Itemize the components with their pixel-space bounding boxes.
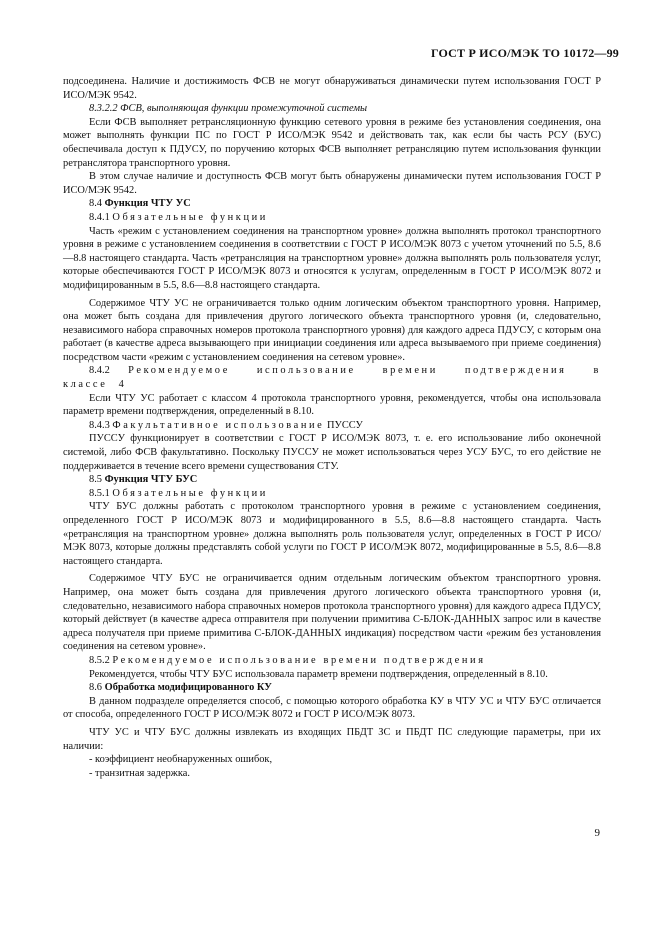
running-header: ГОСТ Р ИСО/МЭК ТО 10172—99 bbox=[430, 46, 619, 60]
section-heading: 8.6 Обработка модифицированного КУ bbox=[89, 682, 272, 694]
paragraph: подсоединена. Наличие и достижимость ФСВ не могут обнаруживаться динамически путем использования ГОСТ Р ИСО/МЭК 9542. bbox=[63, 76, 601, 101]
subsection-heading-continued: классе 4 bbox=[63, 379, 127, 391]
paragraph: Рекомендуется, чтобы ЧТУ БУС использовала параметр времени подтверждения, определенный в 8.10. bbox=[89, 668, 548, 680]
page-number: 9 bbox=[594, 827, 600, 839]
paragraph: Если ФСВ выполняет ретрансляционную функцию сетевого уровня в режиме без установления соединения, она может выполнять функции ПС по ГОСТ Р ИСО/МЭК 9542 и действовать так, как если бы часть РСУ (БУС) обеспечивала доступ к ПДУСУ, по поручению которых ФСВ выполняет ретрансляцию путем использования функции ретранслятора транспортного уровня. bbox=[63, 116, 601, 169]
section-heading: 8.4 Функция ЧТУ УС bbox=[89, 198, 191, 210]
list-item: - коэффициент необнаруженных ошибок, bbox=[89, 754, 273, 766]
subsection-heading: 8.3.2.2 ФСВ, выполняющая функции промежуточной системы bbox=[89, 103, 368, 115]
list-item: - транзитная задержка. bbox=[89, 767, 190, 779]
subsection-heading: 8.4.2 Рекомендуемое использование времени подтверждения в bbox=[89, 365, 601, 377]
subsection-heading: 8.5.2 Рекомендуемое использование времени подтверждения bbox=[89, 654, 486, 666]
paragraph: В этом случае наличие и доступность ФСВ могут быть обнаружены динамически путем использования ГОСТ Р ИСО/МЭК 9542. bbox=[63, 171, 601, 196]
paragraph: ПУССУ функционирует в соответствии с ГОСТ Р ИСО/МЭК 8073, т. е. его использование либо оконечной системой, либо ФСВ факультативно. Поскольку ПУССУ не может использоваться через УСУ БУС, то его действие не поддерживается в течение всего времени существования СТУ. bbox=[63, 433, 601, 472]
paragraph: Если ЧТУ УС работает с классом 4 протокола транспортного уровня, рекомендуется, чтобы она использовала параметр времени подтверждения, определенный в 8.10. bbox=[63, 392, 601, 418]
subsection-heading: 8.5.1 Обязательные функции bbox=[89, 487, 268, 499]
paragraph: ЧТУ УС и ЧТУ БУС должны извлекать из входящих ПБДТ ЗС и ПБДТ ПС следующие параметры, при их наличии: bbox=[63, 726, 601, 752]
subsection-heading: 8.4.3 Факультативное использование ПУССУ bbox=[89, 419, 363, 431]
paragraph: Содержимое ЧТУ УС не ограничивается только одним логическим объектом транспортного уровня. Например, она может быть создана для привлечения другого логического объекта транспортного уровня (и, следовательно, независимого набора справочных номеров протокола транспортного уровня) для каждого адреса ПДУСУ, с которым она работает (в качестве адреса вызывающего при инициации соединения или адреса вызываемого при приеме соединения) посредством части «режим с установлением соединения на сетевом уровне». bbox=[63, 297, 601, 363]
paragraph: Часть «режим с установлением соединения на транспортном уровне» должна выполнять протокол транспортного уровня в режиме с установлением соединения в соответствии с ГОСТ Р ИСО/МЭК 8073 с учетом уточнений по 5.5, 8.6—8.8 настоящего стандарта. Часть «ретрансляция на транспортном уровне» должна выполнять роль пользователя услуг, которые обеспечиваются ГОСТ Р ИСО/МЭК 8073 и относятся к услугам, определенным в ГОСТ Р ИСО/МЭК 8072 и модифицированным в 5.5, 8.6—8.8 настоящего стандарта. bbox=[63, 225, 601, 291]
document-body bbox=[63, 75, 601, 780]
paragraph: ЧТУ БУС должны работать с протоколом транспортного уровня в режиме с установлением соединения, определенного ГОСТ Р ИСО/МЭК 8073 и модифицированного в 5.5, 8.6—8.8 настоящего стандарта. Часть «ретрансляция на транспортном уровне» должна выполнять роль пользователя услуг, определенных в ГОСТ Р ИСО/МЭК 8073, которые должны представлять собой услуги по ГОСТ Р ИСО/МЭК 8072, модифицированные в 5.5, 8.6—8.8 настоящего стандарта. bbox=[63, 501, 601, 567]
paragraph: Содержимое ЧТУ БУС не ограничивается одним отдельным логическим объектом транспортного уровня. Например, она может быть создана для привлечения другого логического объекта транспортного уровня (и, следовательно, независимого набора справочных номеров протокола транспортного уровня) для каждого адреса ПДУСУ, который действует (в качестве адреса отправителя при получении примитива С-БЛОК-ДАННЫХ запрос или в качестве адреса получателя при приеме примитива С-БЛОК-ДАННЫХ индикация) посредством части «режим без установления соединения на сетевом уровне». bbox=[63, 573, 601, 653]
paragraph: В данном подразделе определяется способ, с помощью которого обработка КУ в ЧТУ УС и ЧТУ БУС отличается от способа, определенного ГОСТ Р ИСО/МЭК 8072 и ГОСТ Р ИСО/МЭК 8073. bbox=[63, 695, 601, 721]
section-heading: 8.5 Функция ЧТУ БУС bbox=[89, 474, 198, 486]
subsection-heading: 8.4.1 Обязательные функции bbox=[89, 211, 268, 223]
